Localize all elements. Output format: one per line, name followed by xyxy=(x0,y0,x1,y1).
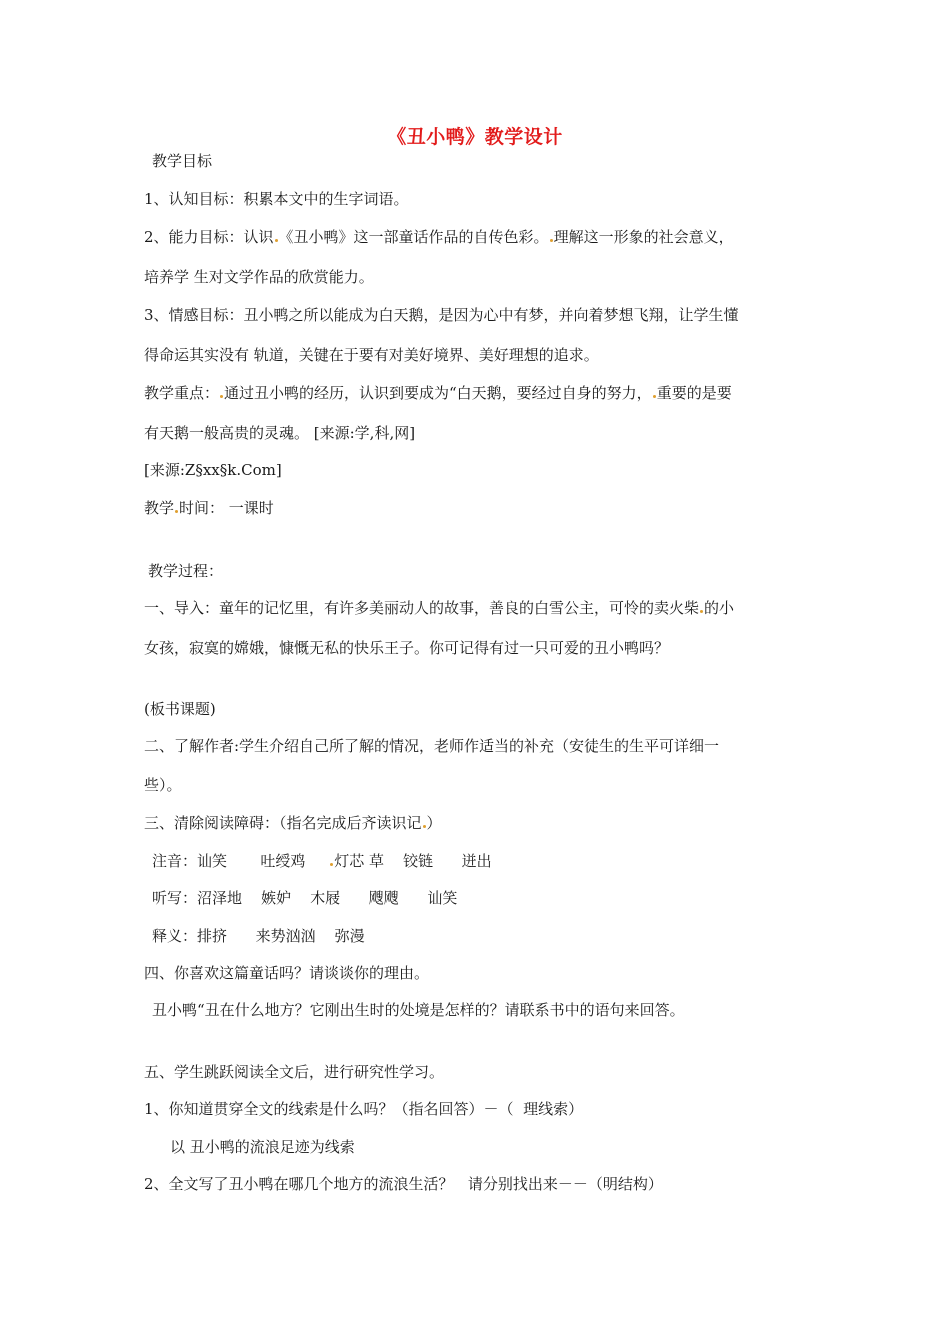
teaching-focus-continued: 有天鹅一般高贵的灵魂。 [来源:学,科,网] xyxy=(144,424,416,442)
marker-dot-icon xyxy=(275,239,278,242)
teaching-focus-text: 通过丑小鸭的经历，认识到要成为“白天鹅，要经过自身的努力， xyxy=(224,384,652,402)
source-note: [来源:Z§xx§k.Com] xyxy=(144,461,282,479)
step-3-text: 三、清除阅读障碍：（指名完成后齐读识记 xyxy=(144,814,422,832)
teaching-time-label: 教学 xyxy=(144,499,175,517)
step-4: 四、你喜欢这篇童话吗？请谈谈你的理由。 xyxy=(144,964,430,982)
step-5: 五、学生跳跃阅读全文后，进行研究性学习。 xyxy=(144,1063,445,1081)
pronunciation-part-a: 注音：讪笑 吐绶鸡 xyxy=(152,852,330,870)
objective-2-part-b: 《丑小鸭》这一部童话作品的自传色彩。 xyxy=(278,228,549,246)
objective-2 xyxy=(144,227,734,247)
step-1-text: 一、导入：童年的记忆里，有许多美丽动人的故事，善良的白雪公主，可怜的卖火柴 xyxy=(144,599,700,617)
marker-dot-icon xyxy=(653,395,656,398)
teaching-focus xyxy=(144,383,732,403)
objective-3: 3、情感目标：丑小鸭之所以能成为白天鹅，是因为心中有梦，并向着梦想飞翔，让学生懂 xyxy=(144,306,739,324)
marker-dot-icon xyxy=(700,610,703,613)
teaching-focus-label: 教学重点： xyxy=(144,384,220,402)
step-1 xyxy=(144,598,734,618)
pronunciation-row xyxy=(152,851,492,871)
dictation-row: 听写：沼泽地 嫉妒 木屐 飕飕 讪笑 xyxy=(152,889,458,907)
objective-2-part-c: 理解这一形象的社会意义， xyxy=(553,228,734,246)
marker-dot-icon xyxy=(550,239,553,242)
step-2: 二、了解作者:学生介绍自己所了解的情况，老师作适当的补充（安徒生的生平可详细一 xyxy=(144,737,720,755)
step-3 xyxy=(144,813,442,833)
teaching-focus-tail: 重要的是要 xyxy=(656,384,732,402)
marker-dot-icon xyxy=(423,825,426,828)
objective-1: 1、认知目标：积累本文中的生字词语。 xyxy=(144,190,409,208)
marker-dot-icon xyxy=(330,863,333,866)
objective-2-continued: 培养学 生对文学作品的欣赏能力。 xyxy=(144,268,374,286)
objective-3-continued: 得命运其实没有 轨道，关键在于要有对美好境界、美好理想的追求。 xyxy=(144,346,599,364)
question-1: 1、你知道贯穿全文的线索是什么吗？（指名回答）－（ 理线索） xyxy=(144,1100,584,1118)
pronunciation-part-b: 灯芯 草 铰链 迸出 xyxy=(334,852,492,870)
teaching-time-value: 时间： 一课时 xyxy=(179,499,274,517)
step-3-tail: ） xyxy=(426,814,442,832)
marker-dot-icon xyxy=(220,395,223,398)
document-title: 《丑小鸭》教学设计 xyxy=(387,126,563,148)
step-4-question: 丑小鸭“丑在什么地方？它刚出生时的处境是怎样的？请联系书中的语句来回答。 xyxy=(152,1001,685,1019)
question-2: 2、全文写了丑小鸭在哪几个地方的流浪生活？ 请分别找出来－－（明结构） xyxy=(144,1175,663,1193)
process-heading: 教学过程： xyxy=(148,562,224,580)
board-note: (板书课题) xyxy=(144,700,216,718)
marker-dot-icon xyxy=(175,510,178,513)
step-1-tail: 的小 xyxy=(704,599,735,617)
step-2-continued: 些）。 xyxy=(144,776,182,794)
question-1-answer: 以 丑小鸭的流浪足迹为线索 xyxy=(170,1138,355,1156)
meaning-row: 释义：排挤 来势汹汹 弥漫 xyxy=(152,927,365,945)
step-1-continued: 女孩，寂寞的嫦娥，慷慨无私的快乐王子。你可记得有过一只可爱的丑小鸭吗？ xyxy=(144,639,670,657)
teaching-time xyxy=(144,498,274,518)
objectives-heading: 教学目标 xyxy=(152,152,213,170)
objective-2-part-a: 2、能力目标：认识 xyxy=(144,228,274,246)
